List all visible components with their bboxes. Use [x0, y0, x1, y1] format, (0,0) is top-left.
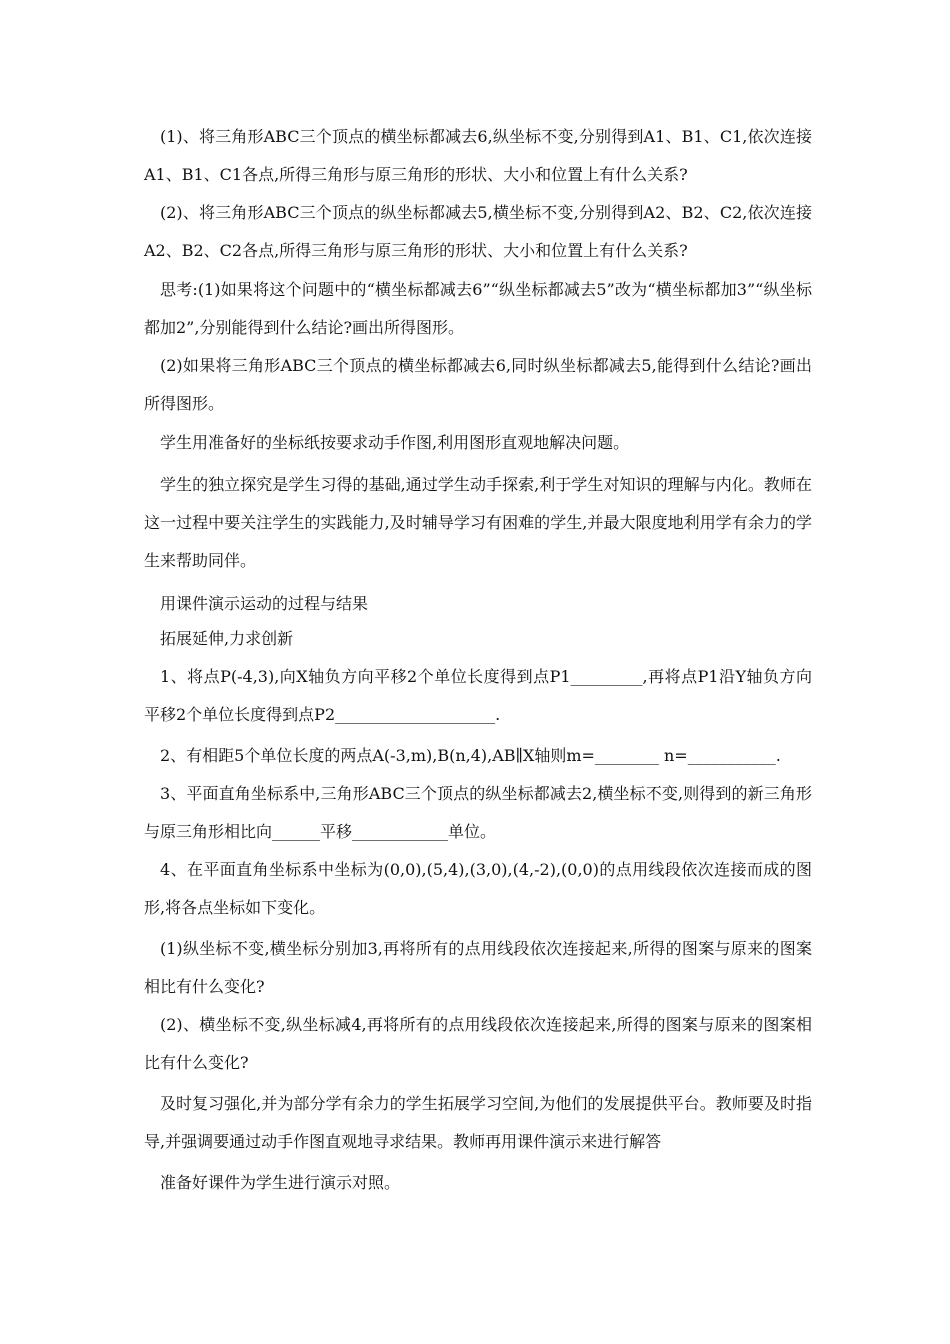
paragraph-4: (2)如果将三角形ABC三个顶点的横坐标都减去6,同时纵坐标都减去5,能得到什么结论?画出所得图形。 — [144, 356, 812, 413]
paragraph-6: 学生的独立探究是学生习得的基础,通过学生动手探索,利于学生对知识的理解与内化。教师在这一过程中要关注学生的实践能力,及时辅导学习有困难的学生,并最大限度地利用学有余力的学生来帮助同伴。 — [144, 475, 812, 570]
paragraph-5: 学生用准备好的坐标纸按要求动手作图,利用图形直观地解决问题。 — [160, 433, 630, 452]
paragraph-15: 及时复习强化,并为部分学有余力的学生拓展学习空间,为他们的发展提供平台。教师要及时指导,并强调要通过动手作图直观地寻求结果。教师再用课件演示来进行解答 — [144, 1094, 812, 1151]
paragraph-13: (1)纵坐标不变,横坐标分别加3,再将所有的点用线段依次连接起来,所得的图案与原来的图案相比有什么变化? — [144, 939, 812, 996]
paragraph-14: (2)、横坐标不变,纵坐标减4,再将所有的点用线段依次连接起来,所得的图案与原来的图案相比有什么变化? — [144, 1015, 812, 1072]
paragraph-7: 用课件演示运动的过程与结果 — [160, 594, 369, 613]
paragraph-12: 4、在平面直角坐标系中坐标为(0,0),(5,4),(3,0),(4,-2),(0,0)的点用线段依次连接而成的图形,将各点坐标如下变化。 — [144, 860, 812, 917]
paragraph-16: 准备好课件为学生进行演示对照。 — [160, 1173, 401, 1192]
paragraph-8: 拓展延伸,力求创新 — [160, 629, 294, 648]
paragraph-9: 1、将点P(-4,3),向X轴负方向平移2个单位长度得到点P1_________,再将点P1沿Y轴负方向平移2个单位长度得到点P2____________________. — [144, 667, 812, 724]
paragraph-11: 3、平面直角坐标系中,三角形ABC三个顶点的纵坐标都减去2,横坐标不变,则得到的新三角形与原三角形相比向______平移____________单位。 — [144, 784, 812, 841]
paragraph-2: (2)、将三角形ABC三个顶点的纵坐标都减去5,横坐标不变,分别得到A2、B2、C2,依次连接A2、B2、C2各点,所得三角形与原三角形的形状、大小和位置上有什么关系? — [144, 203, 812, 260]
paragraph-10: 2、有相距5个单位长度的两点A(-3,m),B(n,4),AB∥X轴则m=________ n=___________. — [160, 746, 781, 765]
paragraph-1: (1)、将三角形ABC三个顶点的横坐标都减去6,纵坐标不变,分别得到A1、B1、C1,依次连接A1、B1、C1各点,所得三角形与原三角形的形状、大小和位置上有什么关系? — [144, 127, 812, 184]
paragraph-3: 思考:(1)如果将这个问题中的“横坐标都减去6”“纵坐标都减去5”改为“横坐标都加3”“纵坐标都加2”,分别能得到什么结论?画出所得图形。 — [144, 280, 812, 337]
